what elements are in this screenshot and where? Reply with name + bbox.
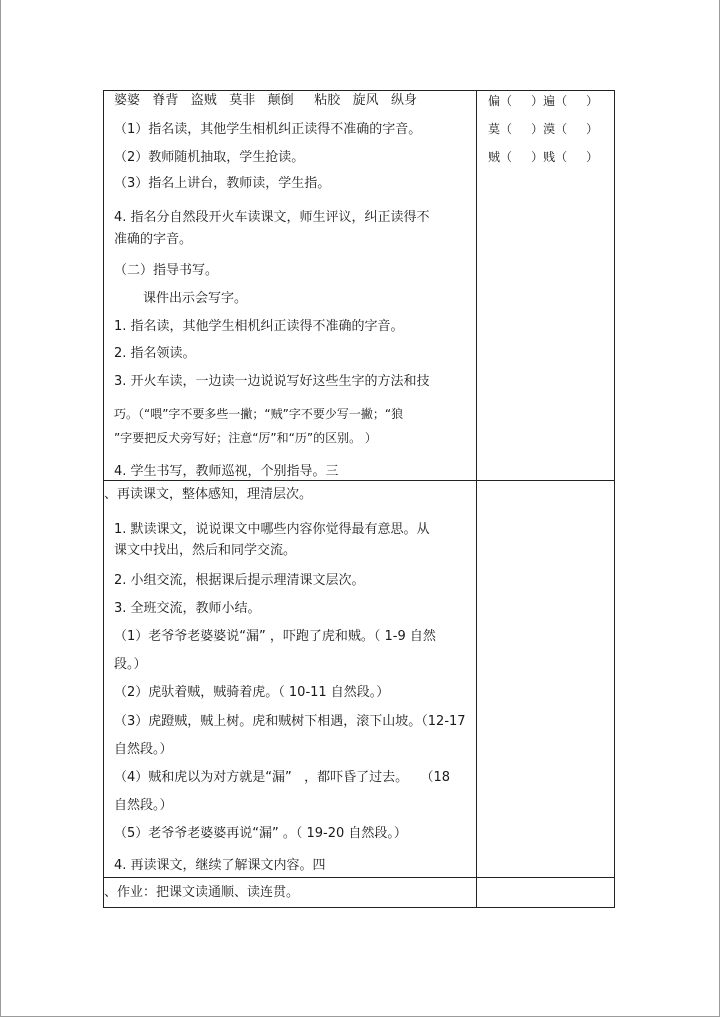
step-line: 准确的字音。 — [114, 232, 193, 247]
side-exercise: 莫（ ）漠（ ） — [488, 122, 599, 136]
step-line: （3）指名上讲台，教师读，学生指。 — [114, 176, 331, 191]
step-line: 2. 指名领读。 — [114, 346, 196, 361]
vocabulary-words: 婆婆 脊背 盗贼 莫非 颠倒 粘胶 旋风 纵身 — [114, 93, 418, 108]
section-heading: （二）指导书写。 — [114, 263, 219, 278]
side-exercise: 贼（ ）贱（ ） — [488, 150, 599, 164]
row-divider-1 — [103, 480, 615, 481]
step-line: 3. 开火车读，一边读一边说说写好这些生字的方法和技 — [114, 374, 430, 389]
step-line: 课文中找出，然后和同学交流。 — [114, 543, 297, 558]
step-line: （2）教师随机抽取，学生抢读。 — [114, 150, 305, 165]
step-line: 2. 小组交流，根据课后提示理清课文层次。 — [114, 573, 365, 588]
step-line: （5）老爷爷老婆婆再说“漏” 。（ 19-20 自然段。） — [114, 826, 407, 841]
step-line: 1. 默读课文，说说课文中哪些内容你觉得最有意思。从 — [114, 522, 430, 537]
step-line: 段。） — [114, 657, 147, 672]
column-divider — [476, 90, 477, 908]
step-line: 1. 指名读，其他学生相机纠正读得不准确的字音。 — [114, 319, 404, 334]
step-line: 4. 指名分自然段开火车读课文，师生评议，纠正读得不 — [114, 210, 430, 225]
step-line: ”字要把反犬旁写好；注意“厉”和“历”的区别。 ） — [114, 431, 377, 445]
step-line: 4. 学生书写，教师巡视，个别指导。三 — [114, 464, 339, 479]
step-line: 3. 全班交流，教师小结。 — [114, 601, 261, 616]
step-line: 4. 再读课文，继续了解课文内容。四 — [114, 858, 326, 873]
section-heading: 、再读课文，整体感知，理清层次。 — [104, 487, 313, 502]
homework-line: 、作业：把课文读通顺、读连贯。 — [104, 885, 300, 900]
step-line: （2）虎驮着贼，贼骑着虎。（ 10-11 自然段。） — [114, 685, 390, 700]
row-divider-2 — [103, 877, 615, 878]
step-line: （4）贼和虎以为对方就是“漏” ，都吓昏了过去。 （18 — [114, 770, 451, 785]
step-line: （3）虎蹬贼，贼上树。虎和贼树下相遇，滚下山坡。（12-17 — [114, 714, 466, 729]
step-line: 自然段。） — [114, 798, 173, 813]
step-line: 课件出示会写字。 — [143, 291, 248, 306]
step-line: 自然段。） — [114, 742, 173, 757]
step-line: （1）老爷爷老婆婆说“漏” ，吓跑了虎和贼。（ 1-9 自然 — [114, 629, 436, 644]
step-line: 巧。（“喂”字不要多些一撇；“贼”字不要少写一撇；“狼 — [114, 407, 404, 421]
side-exercise: 偏（ ）遍（ ） — [488, 94, 599, 108]
step-line: （1）指名读，其他学生相机纠正读得不准确的字音。 — [114, 122, 422, 137]
